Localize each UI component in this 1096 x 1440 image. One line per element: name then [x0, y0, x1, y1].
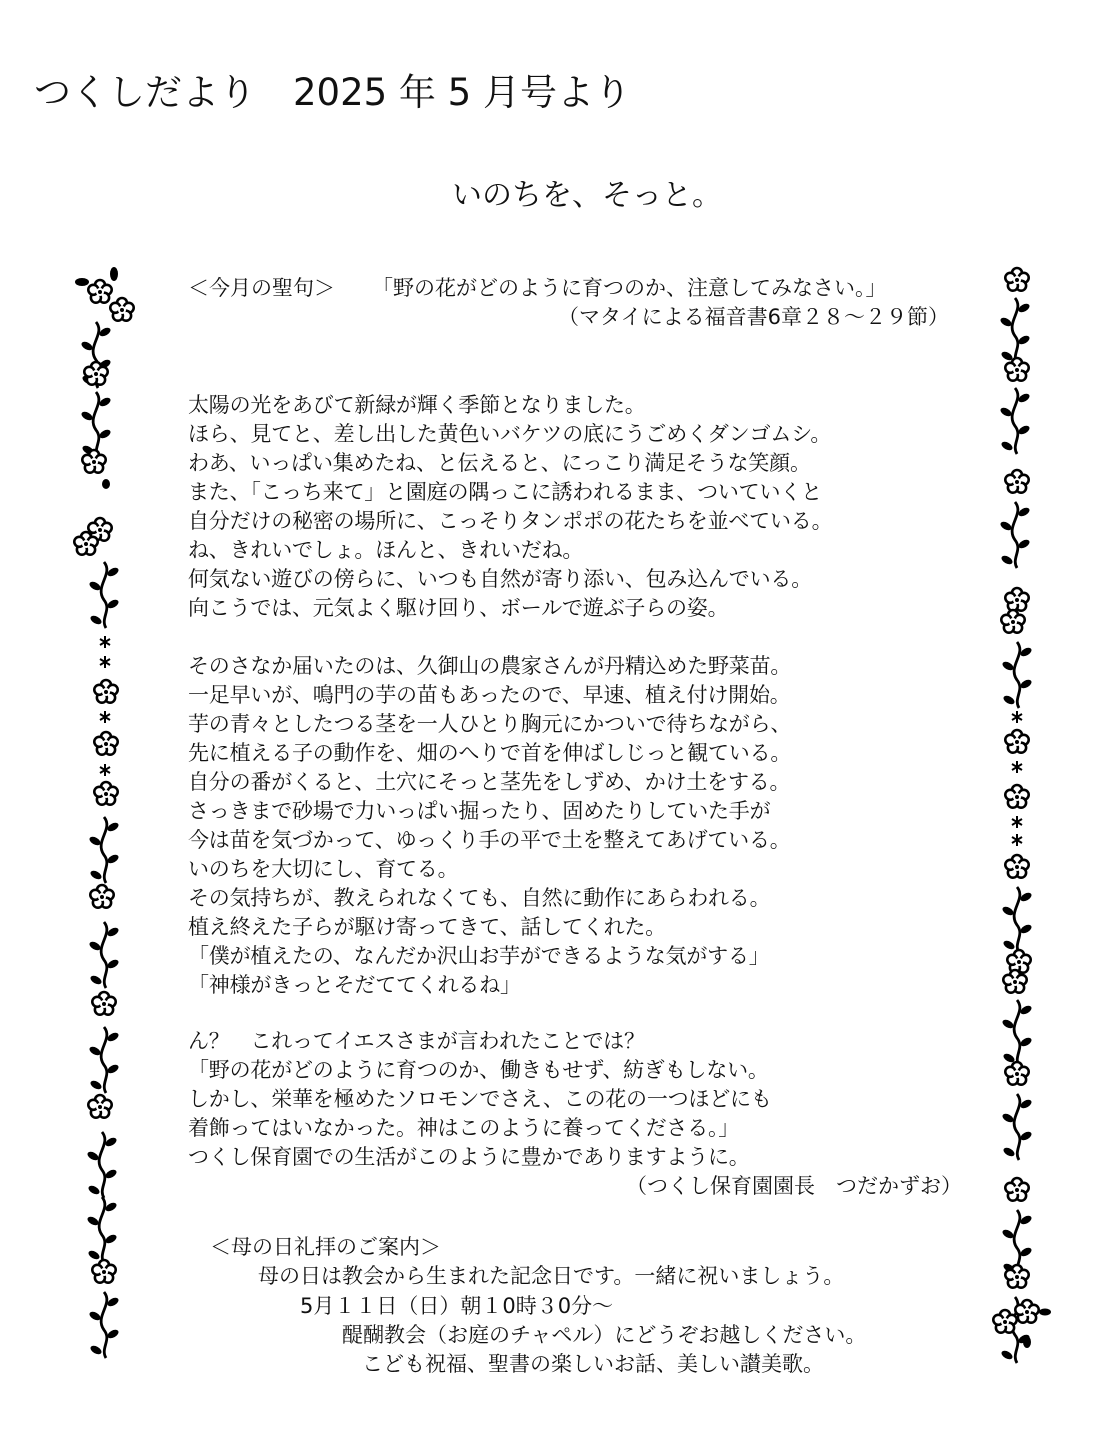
newsletter-title: つくしだより 2025 年 5 月号より	[34, 71, 631, 114]
right-flower-border	[975, 262, 1065, 1382]
body-line: ん？ これってイエスさまが言われたことでは？	[188, 1029, 645, 1053]
verse-reference: （マタイによる福音書6章２８～２９節）	[558, 305, 949, 329]
signature: （つくし保育園園長 つだかずお）	[626, 1174, 962, 1198]
body-line: そのさなか届いたのは、久御山の農家さんが丹精込めた野菜苗。	[188, 654, 792, 678]
mothers-day-intro: 母の日は教会から生まれた記念日です。一緒に祝いましょう。	[258, 1264, 845, 1288]
body-line: 着飾ってはいなかった。神はこのように養ってくださる。」	[188, 1116, 740, 1140]
paragraph-3	[188, 1027, 772, 1172]
body-line: 「神様がきっとそだててくれるね」	[188, 973, 521, 997]
body-line: 「野の花がどのように育つのか、働きもせず、紡ぎもしない。	[188, 1058, 769, 1082]
body-line: 向こうでは、元気よく駆け回り、ボールで遊ぶ子らの姿。	[188, 596, 729, 620]
left-flower-border	[60, 262, 160, 1382]
mothers-day-heading: ＜母の日礼拝のご案内＞	[210, 1235, 441, 1259]
body-line: ほら、見てと、差し出した黄色いバケツの底にうごめくダンゴムシ。	[188, 422, 832, 446]
body-line: さっきまで砂場で力いっぱい掘ったり、固めたりしていた手が	[188, 799, 771, 823]
body-line: つくし保育園での生活がこのように豊かでありますように。	[188, 1145, 750, 1169]
body-line: ね、きれいでしょ。ほんと、きれいだね。	[188, 538, 584, 562]
body-line: 何気ない遊びの傍らに、いつも自然が寄り添い、包み込んでいる。	[188, 567, 812, 591]
body-line: 先に植える子の動作を、畑のへりで首を伸ばしじっと観ている。	[188, 741, 792, 765]
body-line: 自分だけの秘密の場所に、こっそりタンポポの花たちを並べている。	[188, 509, 833, 533]
body-line: 自分の番がくると、土穴にそっと茎先をしずめ、かけ土をする。	[188, 770, 791, 794]
body-line: 植え終えた子らが駆け寄ってきて、話してくれた。	[188, 915, 666, 939]
verse-text: 「野の花がどのように育つのか、注意してみなさい。」	[372, 276, 887, 300]
paragraph-1	[188, 391, 832, 623]
body-line: また、「こっち来て」と園庭の隅っこに誘われるまま、ついていくと	[188, 480, 822, 504]
body-line: しかし、栄華を極めたソロモンでさえ、この花の一つほどにも	[188, 1087, 772, 1111]
body-line: 今は苗を気づかって、ゆっくり手の平で土を整えてあげている。	[188, 828, 791, 852]
paragraph-2	[188, 652, 791, 1000]
body-line: 一足早いが、鳴門の芋の苗もあったので、早速、植え付け開始。	[188, 683, 791, 707]
verse-label: ＜今月の聖句＞	[188, 276, 335, 300]
mothers-day-datetime: 5月１１日（日）朝１0時３0分～	[300, 1294, 614, 1318]
flower-vine-icon	[60, 262, 160, 1382]
mothers-day-program: こども祝福、聖書の楽しいお話、美しい讃美歌。	[362, 1352, 824, 1376]
body-line: 「僕が植えたの、なんだか沢山お芋ができるような気がする」	[188, 944, 770, 968]
mothers-day-place: 醍醐教会（お庭のチャペル）にどうぞお越しください。	[342, 1323, 867, 1347]
flower-vine-icon	[975, 262, 1065, 1382]
body-line: 芋の青々としたつる茎を一人ひとり胸元にかついで待ちながら、	[188, 712, 792, 736]
body-line: わあ、いっぱい集めたね、と伝えると、にっこり満足そうな笑顔。	[188, 451, 811, 475]
body-line: 太陽の光をあびて新緑が輝く季節となりました。	[188, 393, 646, 417]
body-line: その気持ちが、教えられなくても、自然に動作にあらわれる。	[188, 886, 771, 910]
article-title: いのちを、そっと。	[452, 178, 722, 213]
body-line: いのちを大切にし、育てる。	[188, 857, 459, 881]
